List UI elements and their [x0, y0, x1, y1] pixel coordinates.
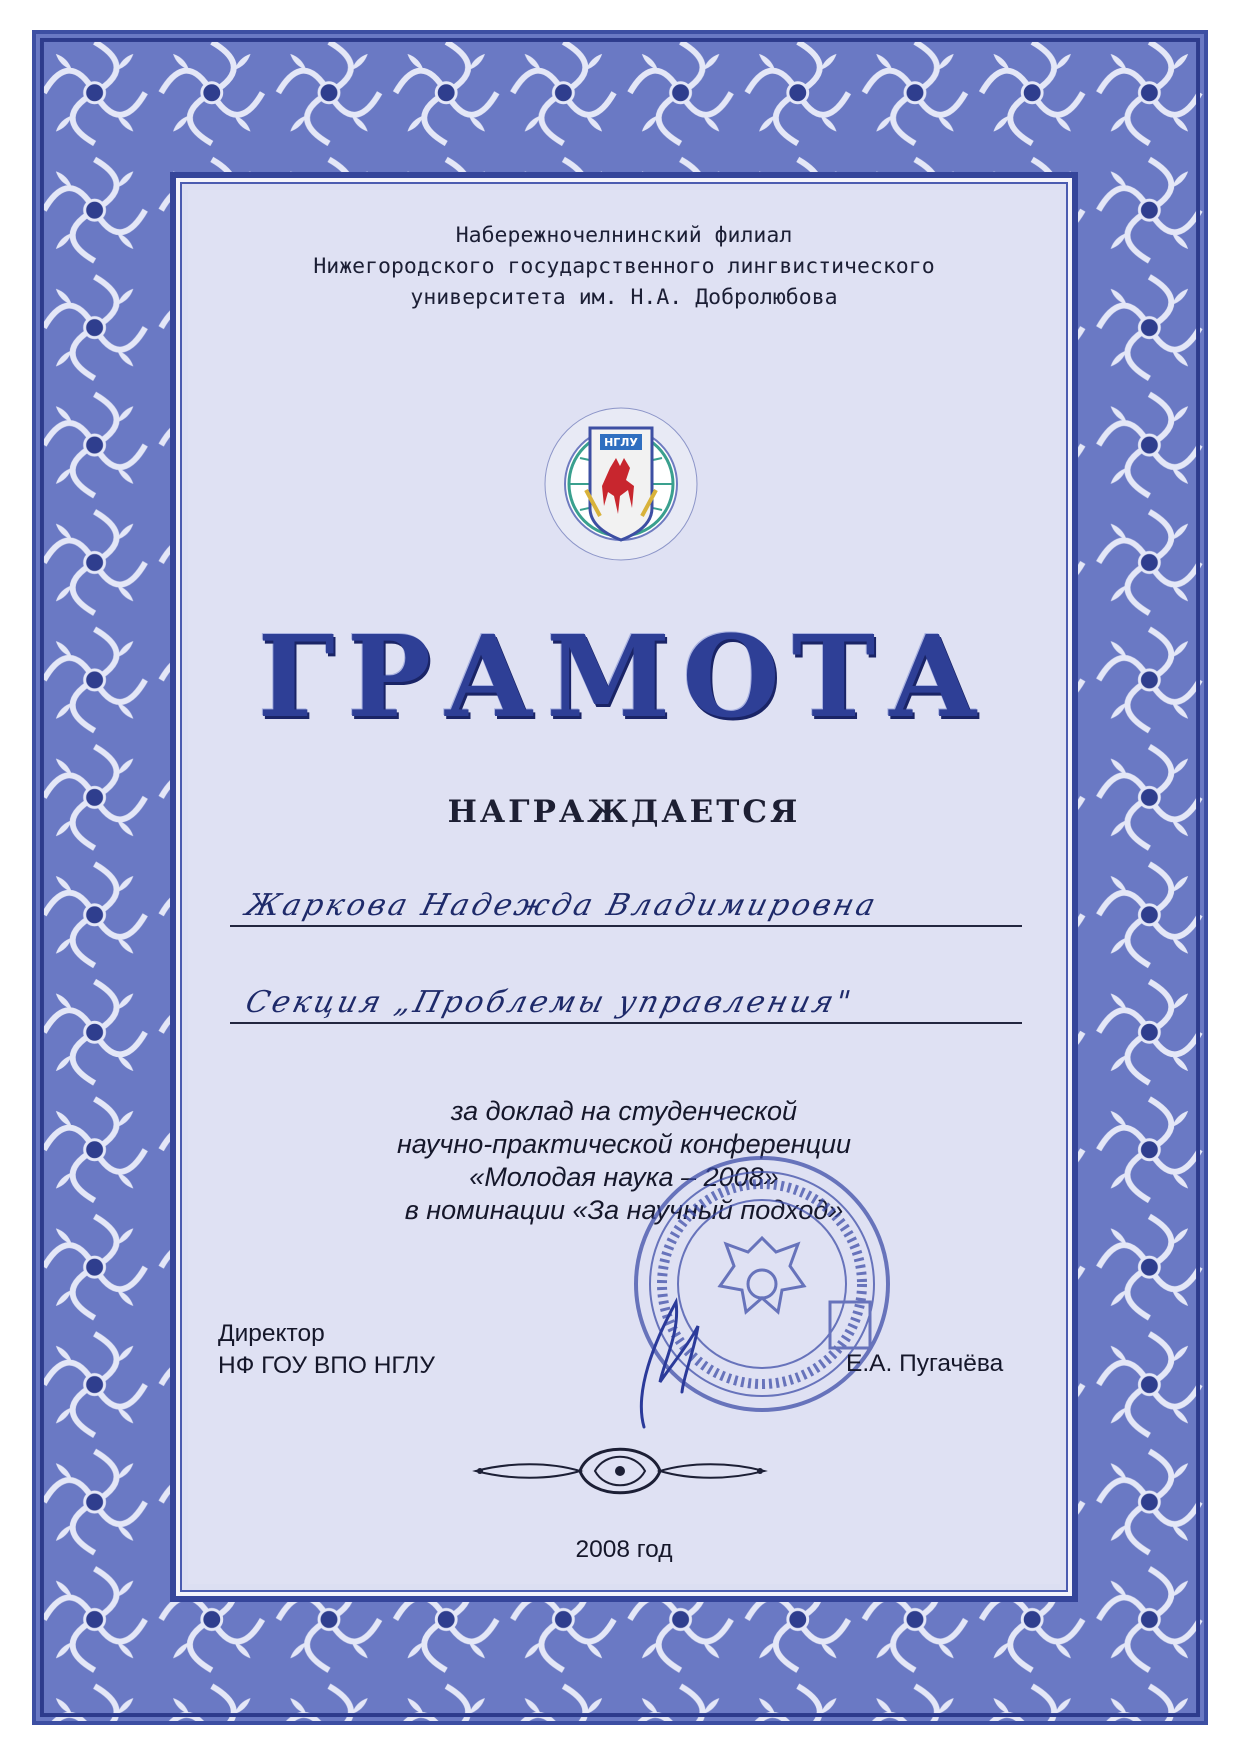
decorative-flourish	[470, 1438, 770, 1504]
reason-line-1: за доклад на студенческой	[450, 1096, 798, 1126]
director-title	[218, 1318, 435, 1382]
certificate-year: 2008 год	[575, 1536, 673, 1563]
institution-line-1: Набережночелнинский филиал	[455, 223, 793, 248]
section-line	[230, 974, 1022, 1024]
reason-line-3: «Молодая наука – 2008»	[469, 1162, 779, 1192]
certificate-title: ГРАМОТА	[257, 612, 991, 743]
logo-abbr: НГЛУ	[604, 436, 638, 449]
director-title-line-1: Директор	[218, 1320, 325, 1347]
institution-line-3: университета им. Н.А. Добролюбова	[410, 285, 838, 310]
section-name: Секция „Проблемы управления"	[242, 985, 857, 1020]
award-reason	[178, 1095, 1070, 1227]
university-logo	[540, 398, 702, 570]
director-title-line-2: НФ ГОУ ВПО НГЛУ	[218, 1352, 435, 1379]
reason-line-2: научно-практической конференции	[396, 1129, 852, 1159]
institution-line-2: Нижегородского государственного лингвистического	[313, 254, 935, 279]
institution-header	[178, 220, 1070, 313]
awarded-label: НАГРАЖДАЕТСЯ	[447, 794, 801, 830]
recipient-name: Жаркова Надежда Владимировна	[242, 888, 882, 923]
reason-line-4: в номинации «За научный подход»	[404, 1195, 844, 1225]
director-signature	[624, 1282, 714, 1432]
director-name: Е.А. Пугачёва	[846, 1350, 1004, 1377]
recipient-name-line	[230, 877, 1022, 927]
